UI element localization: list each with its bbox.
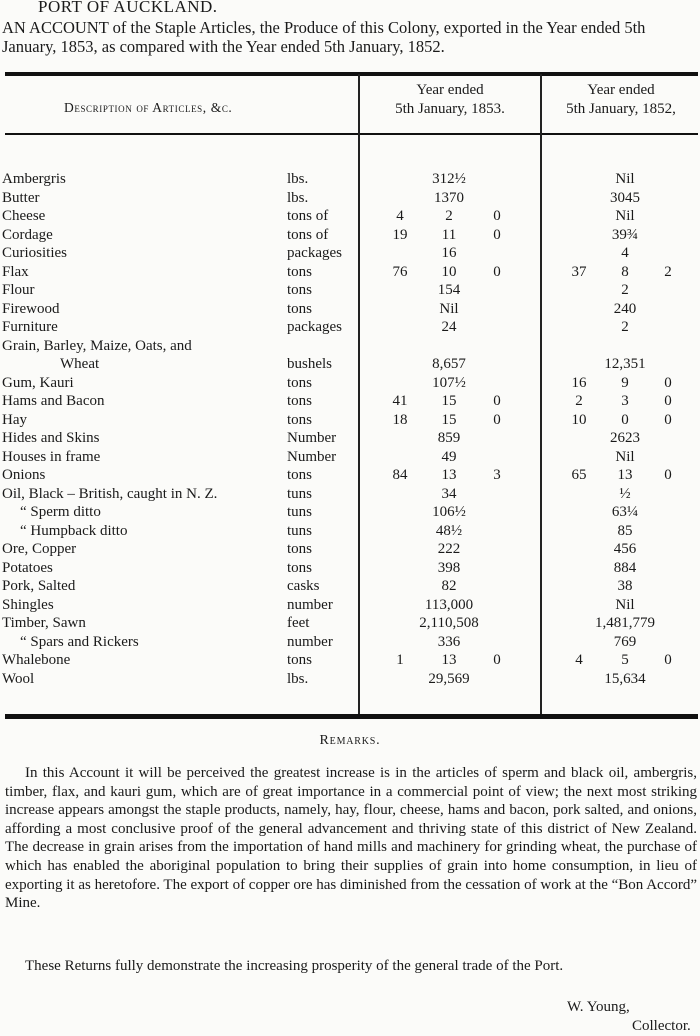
article-name: Flour bbox=[2, 282, 35, 298]
year-1853-value: 154 bbox=[437, 282, 461, 298]
year-1853-header-line2: 5th January, 1853. bbox=[395, 101, 505, 117]
year-1853-value: 10 bbox=[441, 263, 457, 280]
year-1852-value: Nil bbox=[615, 171, 635, 187]
table-row bbox=[0, 615, 700, 633]
year-1853-value: 312½ bbox=[432, 171, 466, 187]
year-1853-value: 3 bbox=[493, 467, 501, 483]
article-unit: tons bbox=[287, 300, 313, 317]
year-1852-value: 63¼ bbox=[611, 504, 639, 520]
year-1853-value: 8,657 bbox=[432, 356, 466, 372]
account-heading: AN ACCOUNT of the Staple Articles, the Produce of this Colony, exported in the Year ended 5th January, 1853, as compared with the Year ended 5th January, 1852. bbox=[2, 18, 646, 56]
article-name: “ Humpback ditto bbox=[20, 522, 128, 539]
year-1853-value: 15 bbox=[441, 393, 457, 409]
article-name: Houses in frame bbox=[2, 448, 101, 465]
article-name: Potatoes bbox=[2, 559, 53, 576]
year-1853-value: 13 bbox=[441, 652, 457, 668]
article-name: Onions bbox=[2, 467, 46, 483]
year-1853-value: 2,110,508 bbox=[419, 615, 479, 631]
article-name: Oil, Black – British, caught in N. Z. bbox=[2, 485, 218, 502]
table-row bbox=[0, 449, 700, 467]
table-row bbox=[0, 375, 700, 393]
article-name: Furniture bbox=[2, 319, 58, 335]
year-1853-value: 29,569 bbox=[428, 670, 470, 687]
article-unit: packages bbox=[287, 319, 342, 335]
article-name: Curiosities bbox=[2, 245, 68, 261]
table-row bbox=[0, 412, 700, 430]
year-1852-value: 39¾ bbox=[611, 226, 639, 243]
year-1853-value: 859 bbox=[437, 430, 461, 446]
year-1852-value: 0 bbox=[664, 411, 672, 428]
table-row bbox=[0, 504, 700, 522]
article-name: Wool bbox=[2, 670, 35, 687]
table-row bbox=[0, 338, 700, 356]
year-1852-value: 3045 bbox=[610, 189, 640, 206]
table-header-rule bbox=[5, 133, 698, 135]
year-1852-value: 0 bbox=[664, 374, 672, 391]
year-1852-value: 38 bbox=[617, 578, 633, 594]
year-1853-value: 34 bbox=[441, 485, 457, 502]
article-name: Shingles bbox=[2, 596, 54, 613]
year-1853-value: 15 bbox=[441, 411, 457, 428]
article-name: Wheat bbox=[60, 356, 100, 372]
description-column-header: Description of Articles, &c. bbox=[64, 100, 233, 115]
article-name: Firewood bbox=[2, 300, 60, 317]
year-1852-value: 10 bbox=[571, 411, 587, 428]
table-row bbox=[0, 430, 700, 448]
year-1852-value: 240 bbox=[613, 300, 637, 317]
article-unit: feet bbox=[287, 615, 310, 631]
year-1852-value: 8 bbox=[621, 263, 629, 280]
article-unit: Number bbox=[287, 430, 337, 446]
year-1852-value: 2 bbox=[664, 263, 672, 280]
article-unit: tons of bbox=[287, 208, 329, 224]
year-1853-value: 19 bbox=[392, 226, 408, 243]
year-1852-header-line2: 5th January, 1852, bbox=[566, 101, 676, 117]
article-unit: lbs. bbox=[287, 189, 309, 206]
article-name: Pork, Salted bbox=[2, 578, 76, 594]
year-1853-value: 0 bbox=[493, 411, 501, 428]
table-row bbox=[0, 264, 700, 282]
year-1852-value: ½ bbox=[619, 485, 631, 502]
article-name: “ Spars and Rickers bbox=[20, 633, 139, 650]
article-name: Ambergris bbox=[2, 171, 66, 187]
year-1852-value: 0 bbox=[664, 467, 672, 483]
article-unit: tons bbox=[287, 263, 313, 280]
signature-title: Collector. bbox=[632, 1018, 691, 1034]
remarks-paragraph-1: In this Account it will be perceived the greatest increase is in the articles of sperm and black oil, ambergris, timber, flax, and kauri gum, which are of great importance in a commercial point of view; the next most striking increase appears amongst the staple products, namely, hay, flour, cheese, hams and bacon, pork salted, and onions, affording a most conclusive proof of the general advancement and thriving state of this district of New Zealand. The decrease in grain arises from the importation of hand mills and machinery for grinding wheat, the purchase of which has enabled the aboriginal population to bring their supplies of grain into home consumption, in lieu of exporting it as heretofore. The export of copper ore has diminished from the cessation of work at the “Bon Accord” Mine. bbox=[5, 765, 698, 912]
article-name: “ Sperm ditto bbox=[20, 504, 101, 520]
year-1852-value: 4 bbox=[575, 652, 583, 668]
year-1853-value: 0 bbox=[493, 263, 501, 280]
article-name: Ore, Copper bbox=[2, 541, 77, 557]
year-1853-value: 2 bbox=[445, 208, 453, 224]
year-1853-value: 16 bbox=[441, 245, 457, 261]
article-name: Hides and Skins bbox=[2, 430, 100, 446]
article-name: Cheese bbox=[2, 208, 46, 224]
year-1852-value: Nil bbox=[615, 208, 635, 224]
article-unit: tuns bbox=[287, 485, 313, 502]
article-unit: tons bbox=[287, 559, 313, 576]
year-1853-value: 1 bbox=[396, 652, 404, 668]
year-1852-value: 2623 bbox=[610, 430, 640, 446]
article-unit: tons of bbox=[287, 226, 329, 243]
year-1853-value: 48½ bbox=[435, 522, 463, 539]
article-unit: tons bbox=[287, 393, 313, 409]
article-name: Timber, Sawn bbox=[2, 615, 86, 631]
signature-name: W. Young, bbox=[567, 999, 630, 1015]
year-1852-value: 16 bbox=[571, 374, 587, 391]
article-unit: number bbox=[287, 596, 333, 613]
year-1853-value: 107½ bbox=[432, 374, 466, 391]
year-1852-value: 4 bbox=[621, 245, 629, 261]
table-row bbox=[0, 634, 700, 652]
year-1852-header-line1: Year ended bbox=[587, 82, 655, 98]
year-1853-value: 106½ bbox=[432, 504, 466, 520]
table-row bbox=[0, 467, 700, 485]
year-1853-value: 0 bbox=[493, 652, 501, 668]
year-1853-value: 0 bbox=[493, 393, 501, 409]
year-1853-value: 4 bbox=[396, 208, 404, 224]
article-name: Hams and Bacon bbox=[2, 393, 105, 409]
year-1853-value: 24 bbox=[441, 319, 457, 335]
year-1852-value: 1,481,779 bbox=[595, 615, 655, 631]
article-name: Butter bbox=[2, 189, 40, 206]
table-row bbox=[0, 652, 700, 670]
table-row bbox=[0, 208, 700, 226]
year-1852-value: 0 bbox=[621, 411, 629, 428]
article-unit: tuns bbox=[287, 522, 313, 539]
year-1852-value: 9 bbox=[621, 374, 629, 391]
article-unit: tons bbox=[287, 467, 313, 483]
table-row bbox=[0, 171, 700, 189]
table-row bbox=[0, 541, 700, 559]
year-1853-value: 84 bbox=[392, 467, 408, 483]
year-1852-value: 2 bbox=[621, 282, 629, 298]
year-1853-value: Nil bbox=[439, 300, 459, 317]
year-1852-value: 13 bbox=[617, 467, 633, 483]
table-row bbox=[0, 523, 700, 541]
year-1853-value: 1370 bbox=[434, 189, 464, 206]
table-row bbox=[0, 301, 700, 319]
year-1853-value: 82 bbox=[441, 578, 457, 594]
table-row bbox=[0, 393, 700, 411]
table-top-rule bbox=[5, 72, 698, 76]
article-unit: Number bbox=[287, 448, 337, 465]
year-1853-value: 222 bbox=[437, 541, 461, 557]
table-row bbox=[0, 486, 700, 504]
table-row bbox=[0, 671, 700, 689]
table-row bbox=[0, 319, 700, 337]
year-1852-value: 12,351 bbox=[604, 356, 646, 372]
article-unit: tons bbox=[287, 282, 313, 298]
year-1853-value: 0 bbox=[493, 208, 501, 224]
year-1852-value: 85 bbox=[617, 522, 633, 539]
article-unit: tons bbox=[287, 374, 313, 391]
year-1852-value: 2 bbox=[575, 393, 583, 409]
article-name: Hay bbox=[2, 411, 27, 428]
article-unit: bushels bbox=[287, 356, 332, 372]
year-1852-value: 769 bbox=[613, 633, 637, 650]
year-1853-value: 336 bbox=[437, 633, 461, 650]
table-row bbox=[0, 282, 700, 300]
year-1853-value: 0 bbox=[493, 226, 501, 243]
article-unit: tons bbox=[287, 411, 313, 428]
port-title: PORT OF AUCKLAND. bbox=[38, 0, 218, 16]
year-1852-value: 15,634 bbox=[604, 670, 646, 687]
table-row bbox=[0, 227, 700, 245]
table-row bbox=[0, 356, 700, 374]
article-name: Flax bbox=[2, 263, 29, 280]
year-1852-value: 884 bbox=[613, 559, 637, 576]
year-1852-value: 0 bbox=[664, 652, 672, 668]
article-unit: tons bbox=[287, 541, 313, 557]
year-1852-value: 5 bbox=[621, 652, 629, 668]
article-unit: tuns bbox=[287, 504, 313, 520]
article-name: Grain, Barley, Maize, Oats, and bbox=[2, 337, 192, 354]
article-name: Gum, Kauri bbox=[2, 374, 74, 391]
year-1853-value: 13 bbox=[441, 467, 457, 483]
year-1852-value: 456 bbox=[613, 541, 637, 557]
year-1852-value: Nil bbox=[615, 596, 635, 613]
year-1853-value: 41 bbox=[392, 393, 408, 409]
year-1852-value: Nil bbox=[615, 448, 635, 465]
table-row bbox=[0, 245, 700, 263]
table-row bbox=[0, 597, 700, 615]
remarks-heading: Remarks. bbox=[319, 733, 381, 748]
article-unit: lbs. bbox=[287, 670, 309, 687]
article-unit: packages bbox=[287, 245, 342, 261]
year-1853-value: 49 bbox=[441, 448, 457, 465]
year-1853-value: 18 bbox=[392, 411, 408, 428]
table-row bbox=[0, 578, 700, 596]
article-unit: lbs. bbox=[287, 171, 309, 187]
table-row bbox=[0, 560, 700, 578]
article-unit: casks bbox=[287, 578, 320, 594]
year-1853-value: 76 bbox=[392, 263, 408, 280]
year-1852-value: 37 bbox=[571, 263, 587, 280]
year-1853-header-line1: Year ended bbox=[416, 82, 484, 98]
year-1853-value: 113,000 bbox=[424, 596, 474, 613]
year-1853-value: 11 bbox=[441, 226, 457, 243]
remarks-paragraph-2: These Returns fully demonstrate the increasing prosperity of the general trade of the Port. bbox=[25, 958, 564, 974]
table-row bbox=[0, 190, 700, 208]
article-name: Cordage bbox=[2, 226, 53, 243]
table-bottom-rule bbox=[5, 714, 698, 719]
year-1852-value: 0 bbox=[664, 393, 672, 409]
year-1852-value: 65 bbox=[571, 467, 587, 483]
article-unit: number bbox=[287, 633, 333, 650]
year-1852-value: 3 bbox=[621, 393, 629, 409]
year-1853-value: 398 bbox=[437, 559, 461, 576]
year-1852-value: 2 bbox=[621, 319, 629, 335]
article-name: Whalebone bbox=[2, 652, 71, 668]
article-unit: tons bbox=[287, 652, 313, 668]
